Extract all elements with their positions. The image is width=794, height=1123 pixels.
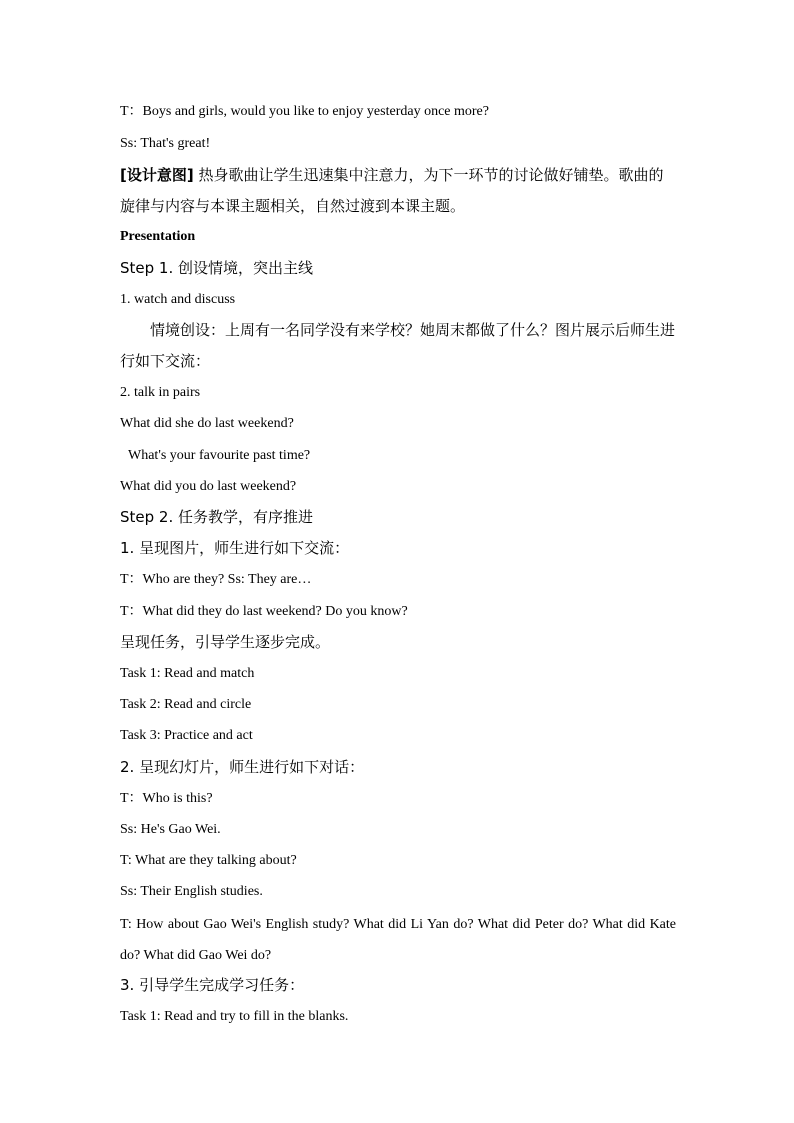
dialogue-paragraph: T: How about Gao Wei's English study? What did Li Yan do? What did Peter do? What did Kate do? What did Gao Wei do? (120, 917, 676, 963)
instruction-line: 呈现任务，引导学生逐步完成。 (120, 633, 331, 651)
sub-item: 1. watch and discuss (120, 292, 236, 307)
design-intent-paragraph (120, 160, 676, 222)
sub-item: 2. talk in pairs (120, 385, 201, 400)
dialogue-line: Ss: That's great! (120, 136, 211, 151)
question-line: What did you do last weekend? (120, 479, 297, 494)
section-heading-presentation: Presentation (120, 229, 196, 244)
design-intent-text: 热身歌曲让学生迅速集中注意力，为下一环节的讨论做好铺垫。歌曲的旋律与内容与本课主题相关，自然过渡到本课主题。 (120, 166, 664, 215)
scenario-paragraph: 情境创设：上周有一名同学没有来学校？她周末都做了什么？图片展示后师生进行如下交流： (120, 321, 676, 370)
step-heading: Step 1. 创设情境，突出主线 (120, 259, 314, 277)
dialogue-line: T：Boys and girls, would you like to enjoy yesterday once more? (120, 104, 489, 119)
sub-item: 1. 呈现图片，师生进行如下交流： (120, 539, 350, 557)
task-line: Task 3: Practice and act (120, 728, 253, 743)
dialogue-line: T：Who is this? (120, 791, 213, 806)
dialogue-line: T：Who are they? Ss: They are… (120, 572, 312, 587)
task-line: Task 1: Read and match (120, 666, 255, 681)
step-heading: Step 2. 任务教学，有序推进 (120, 508, 314, 526)
sub-item: 3. 引导学生完成学习任务： (120, 976, 305, 994)
dialogue-line: T: What are they talking about? (120, 853, 297, 868)
dialogue-line: Ss: Their English studies. (120, 884, 263, 899)
dialogue-line: T：What did they do last weekend? Do you know? (120, 604, 408, 619)
question-line: What's your favourite past time? (128, 448, 311, 463)
dialogue-line: Ss: He's Gao Wei. (120, 822, 221, 837)
sub-item: 2. 呈现幻灯片，师生进行如下对话： (120, 758, 365, 776)
task-line: Task 2: Read and circle (120, 697, 252, 712)
task-line: Task 1: Read and try to fill in the blanks. (120, 1009, 349, 1024)
question-line: What did she do last weekend? (120, 416, 294, 431)
design-intent-label: [设计意图] (120, 166, 194, 184)
